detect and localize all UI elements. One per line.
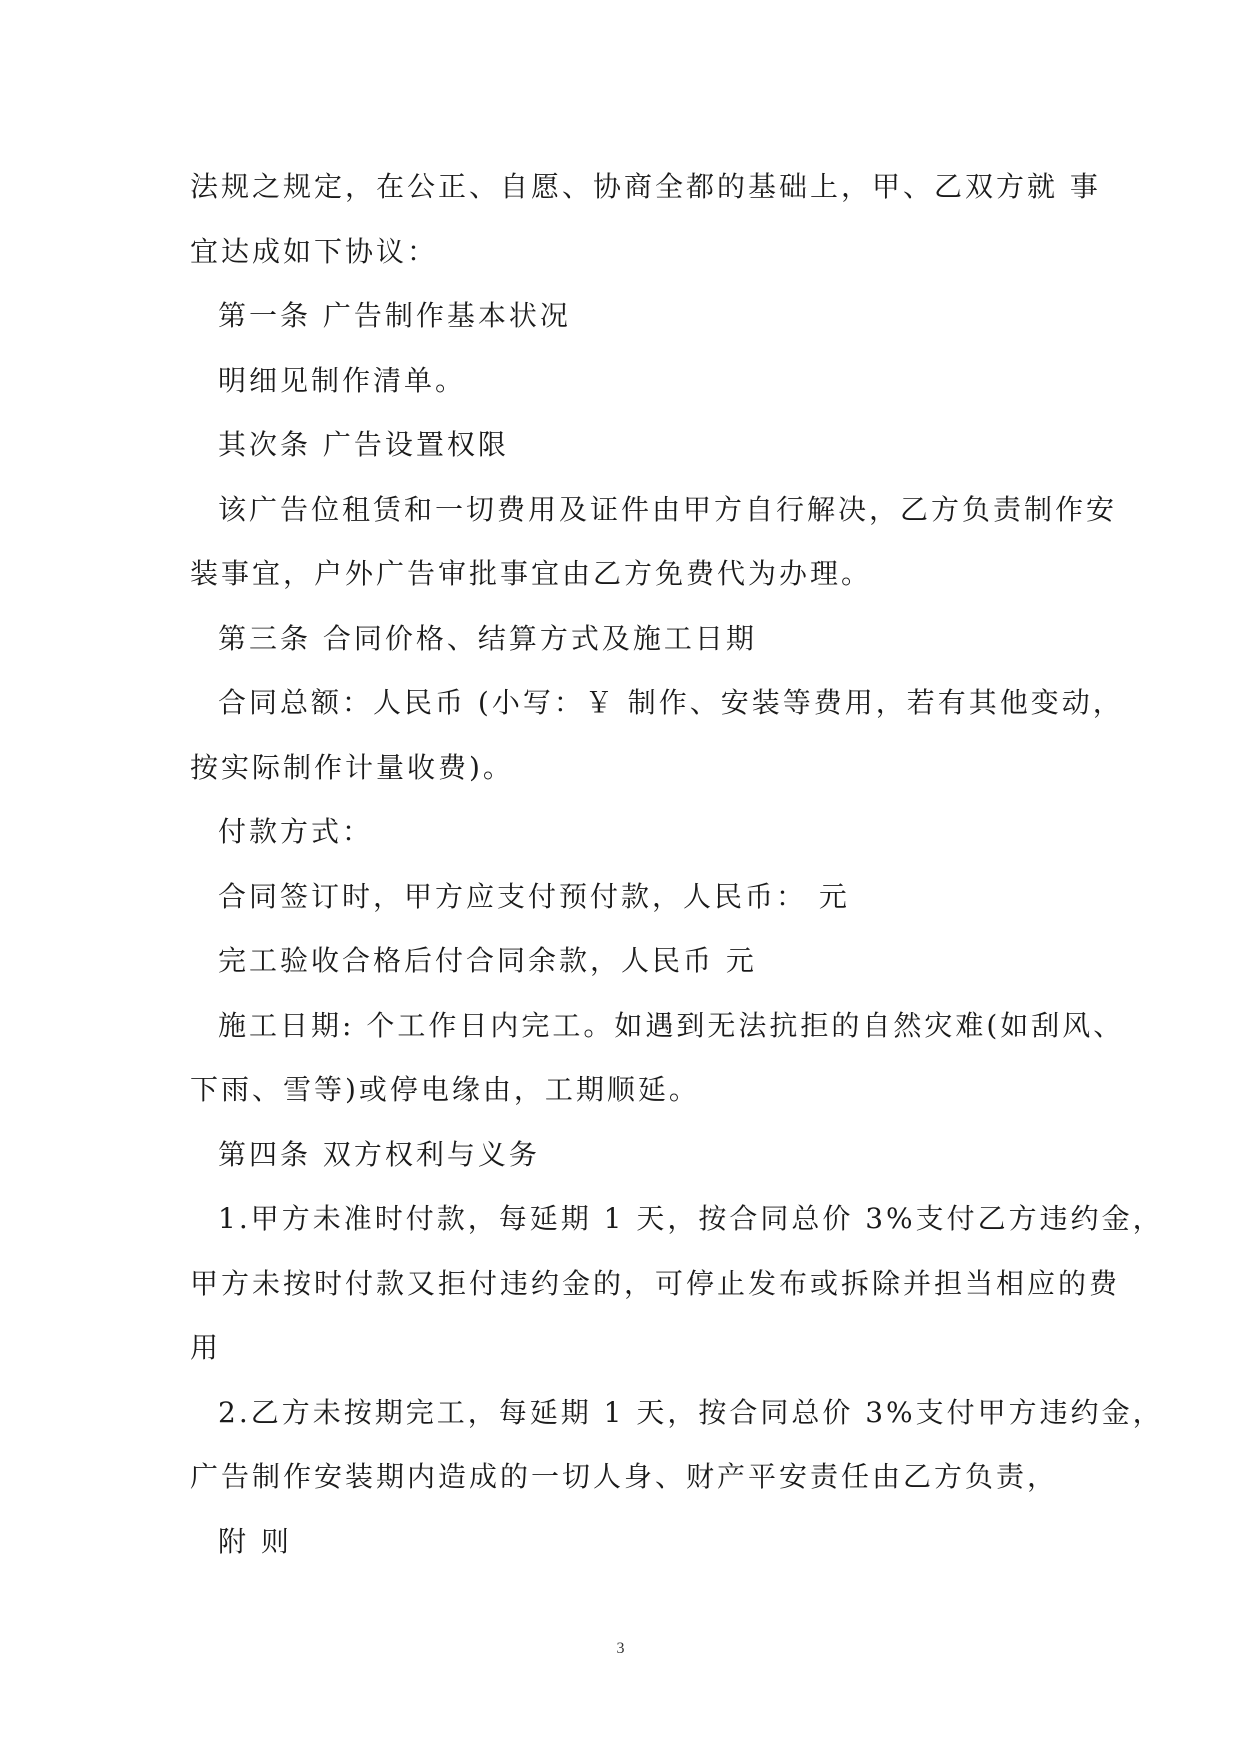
paragraph-line: 合同签订时，甲方应支付预付款，人民币： 元 <box>218 879 850 913</box>
paragraph-line: 1.甲方未准时付款，每延期 1 天，按合同总价 3%支付乙方违约金， <box>218 1202 1164 1235</box>
document-body <box>190 155 1164 1574</box>
article-heading: 第四条 双方权利与义务 <box>218 1137 540 1171</box>
paragraph-line: 广告制作安装期内造成的一切人身、财产平安责任由乙方负责， <box>190 1460 1059 1493</box>
paragraph-line: 宜达成如下协议： <box>190 234 439 268</box>
section-heading: 附 则 <box>218 1524 292 1558</box>
paragraph-line: 装事宜，户外广告审批事宜由乙方免费代为办理。 <box>190 557 873 590</box>
article-heading: 第三条 合同价格、结算方式及施工日期 <box>218 621 757 655</box>
paragraph-line: 用 <box>190 1331 222 1364</box>
paragraph-line: 2.乙方未按期完工，每延期 1 天，按合同总价 3%支付甲方违约金， <box>218 1395 1164 1429</box>
paragraph-line: 下雨、雪等)或停电缘由，工期顺延。 <box>190 1073 700 1106</box>
paragraph-line: 该广告位租赁和一切费用及证件由甲方自行解决，乙方负责制作安 <box>218 492 1118 526</box>
paragraph-line: 施工日期: 个工作日内完工。如遇到无法抗拒的自然灾难(如刮风、 <box>218 1008 1125 1042</box>
paragraph-line: 法规之规定，在公正、自愿、协商全都的基础上，甲、乙双方就 事 <box>190 170 1101 203</box>
article-heading: 其次条 广告设置权限 <box>218 428 509 461</box>
article-heading: 第一条 广告制作基本状况 <box>218 299 571 332</box>
paragraph-line: 按实际制作计量收费)。 <box>190 750 514 784</box>
paragraph-line: 甲方未按时付款又拒付违约金的，可停止发布或拆除并担当相应的费 <box>190 1266 1121 1300</box>
paragraph-line: 合同总额：人民币 (小写：￥ 制作、安装等费用，若有其他变动， <box>218 686 1124 719</box>
paragraph-line: 付款方式： <box>218 815 374 848</box>
page-number: 3 <box>616 1640 625 1657</box>
paragraph-line: 明细见制作清单。 <box>218 363 467 397</box>
paragraph-line: 完工验收合格后付合同余款，人民币 元 <box>218 944 757 977</box>
